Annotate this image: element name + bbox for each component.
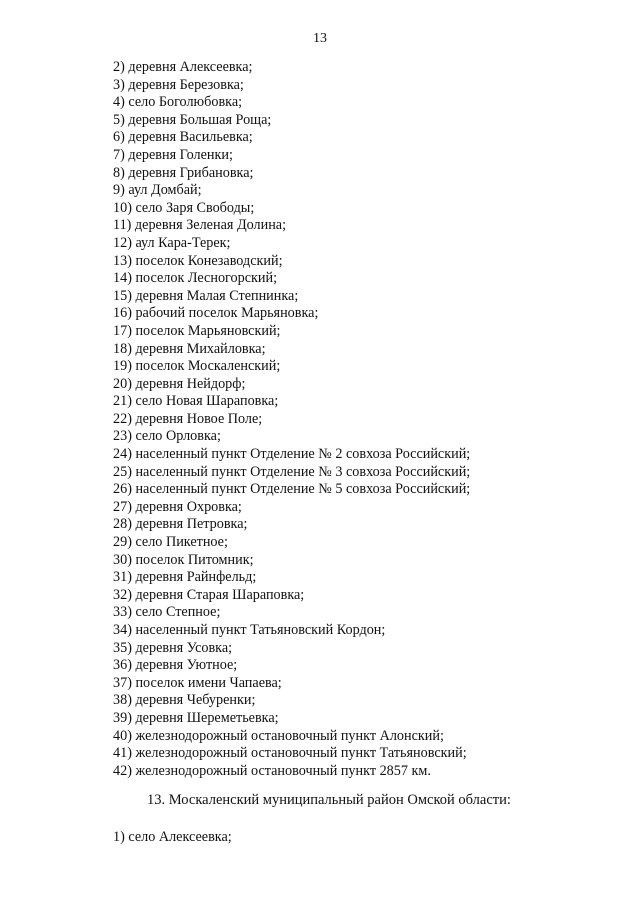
list-item: 9) аул Домбай; xyxy=(113,182,202,199)
list-item: 37) поселок имени Чапаева; xyxy=(113,674,282,691)
list-item: 31) деревня Райнфельд; xyxy=(113,569,257,586)
list-item: 25) населенный пункт Отделение № 3 совхоза Российский; xyxy=(113,463,471,480)
list-item: 28) деревня Петровка; xyxy=(113,516,248,533)
list-item: 26) населенный пункт Отделение № 5 совхоза Российский; xyxy=(113,481,471,498)
list-item: 10) село Заря Свободы; xyxy=(113,199,255,216)
list-item: 34) населенный пункт Татьяновский Кордон; xyxy=(113,622,386,638)
page-number: 13 xyxy=(313,31,327,46)
list-item: 3) деревня Березовка; xyxy=(113,76,244,93)
list-item: 8) деревня Грибановка; xyxy=(113,164,254,181)
settlement-list xyxy=(113,59,470,780)
list-item: 14) поселок Лесногорский; xyxy=(113,270,278,287)
list-item: 33) село Степное; xyxy=(113,604,221,621)
list-item: 21) село Новая Шараповка; xyxy=(113,393,279,410)
list-item: 4) село Боголюбовка; xyxy=(113,94,243,111)
list-item: 6) деревня Васильевка; xyxy=(113,129,253,146)
list-item: 11) деревня Зеленая Долина; xyxy=(113,217,287,234)
list-item: 19) поселок Москаленский; xyxy=(113,358,281,375)
list-item: 27) деревня Охровка; xyxy=(113,498,242,515)
section-settlement-list xyxy=(113,828,232,846)
list-item: 38) деревня Чебуренки; xyxy=(113,692,256,709)
list-item: 36) деревня Уютное; xyxy=(113,657,238,674)
list-item: 2) деревня Алексеевка; xyxy=(113,59,253,75)
list-item: 29) село Пикетное; xyxy=(113,534,228,551)
list-item: 39) деревня Шереметьевка; xyxy=(113,709,279,726)
list-item: 30) поселок Питомник; xyxy=(113,551,254,568)
list-item: 20) деревня Нейдорф; xyxy=(113,375,246,392)
list-item: 1) село Алексеевка; xyxy=(113,829,232,845)
section-heading: 13. Москаленский муниципальный район Омской области: xyxy=(147,792,511,808)
list-item: 16) рабочий поселок Марьяновка; xyxy=(113,305,319,322)
list-item: 13) поселок Конезаводский; xyxy=(113,252,283,269)
list-item: 32) деревня Старая Шараповка; xyxy=(113,586,305,603)
list-item: 23) село Орловка; xyxy=(113,428,221,445)
list-item: 12) аул Кара-Терек; xyxy=(113,234,231,251)
list-item: 24) населенный пункт Отделение № 2 совхоза Российский; xyxy=(113,446,471,463)
list-item: 40) железнодорожный остановочный пункт Алонский; xyxy=(113,727,444,744)
list-item: 15) деревня Малая Степнинка; xyxy=(113,287,299,304)
list-item: 17) поселок Марьяновский; xyxy=(113,322,281,339)
list-item: 5) деревня Большая Роща; xyxy=(113,111,272,128)
list-item: 22) деревня Новое Поле; xyxy=(113,410,263,427)
list-item: 7) деревня Голенки; xyxy=(113,146,233,163)
list-item: 35) деревня Усовка; xyxy=(113,639,233,656)
list-item: 41) железнодорожный остановочный пункт Татьяновский; xyxy=(113,745,467,762)
list-item: 42) железнодорожный остановочный пункт 2857 км. xyxy=(113,762,431,779)
list-item: 18) деревня Михайловка; xyxy=(113,340,266,357)
